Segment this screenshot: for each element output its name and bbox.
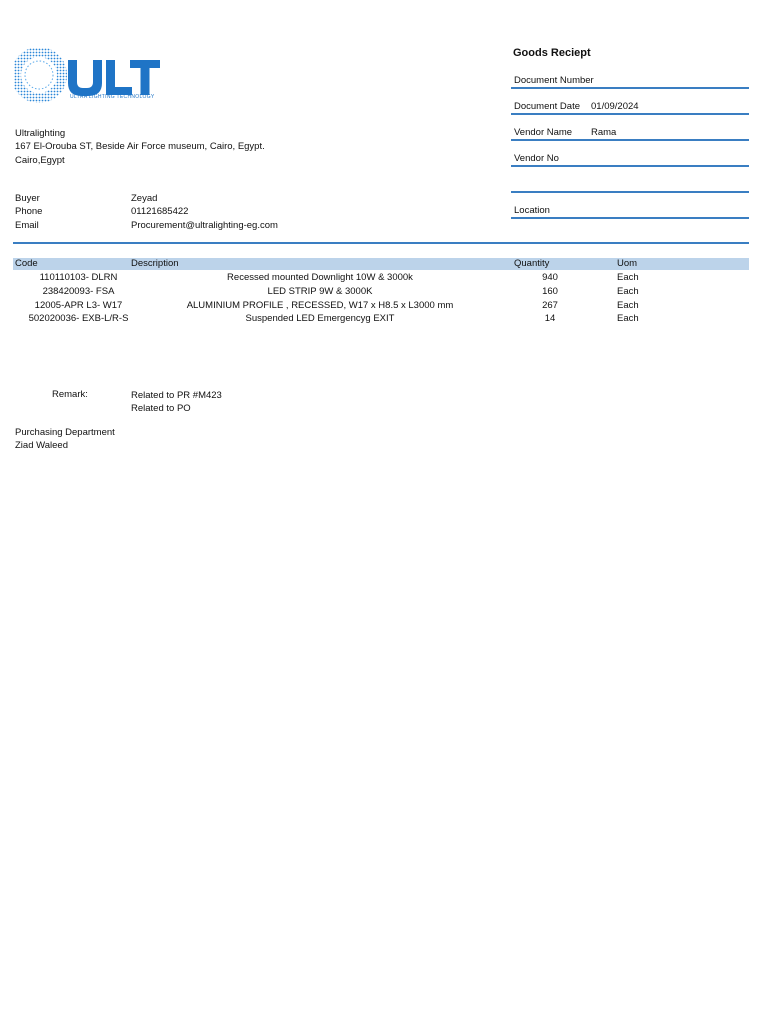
column-header-quantity: Quantity bbox=[514, 258, 550, 269]
location-underline bbox=[511, 217, 749, 219]
column-header-code: Code bbox=[15, 258, 38, 269]
item-description: LED STRIP 9W & 3000K bbox=[267, 286, 373, 297]
buyer-label: Buyer bbox=[15, 193, 40, 204]
email-value: Procurement@ultralighting-eg.com bbox=[131, 219, 278, 231]
item-quantity: 267 bbox=[542, 300, 558, 311]
item-code: 110110103- DLRN bbox=[39, 272, 118, 283]
signatory-name: Ziad Waleed bbox=[15, 440, 68, 452]
document-number-underline bbox=[511, 87, 749, 89]
signature-block bbox=[15, 426, 115, 453]
item-code: 502020036- EXB-L/R-S bbox=[28, 313, 129, 324]
vendor-name-underline bbox=[511, 139, 749, 141]
email-label: Email bbox=[15, 219, 39, 231]
vendor-no-label: Vendor No bbox=[514, 153, 559, 164]
item-quantity: 940 bbox=[542, 272, 558, 283]
item-description: Suspended LED Emergencyg EXIT bbox=[245, 313, 395, 324]
blank-field-underline bbox=[511, 191, 749, 193]
remark-line1: Related to PR #M423 bbox=[131, 390, 222, 401]
document-date-label: Document Date bbox=[514, 101, 581, 112]
remark-line2: Related to PO bbox=[131, 403, 191, 415]
buyer-info-block bbox=[15, 192, 278, 232]
vendor-name-label: Vendor Name bbox=[514, 127, 573, 138]
column-header-uom: Uom bbox=[617, 258, 638, 269]
document-date-underline bbox=[511, 113, 749, 115]
buyer-row bbox=[15, 192, 278, 205]
remark-text bbox=[131, 389, 222, 416]
table-header-bar bbox=[13, 258, 749, 270]
table-row bbox=[0, 312, 768, 325]
table-row bbox=[0, 299, 768, 312]
item-uom: Each bbox=[617, 272, 639, 283]
item-quantity: 14 bbox=[544, 313, 556, 324]
document-date-value: 01/09/2024 bbox=[591, 101, 639, 112]
table-row bbox=[0, 285, 768, 298]
email-row bbox=[15, 219, 278, 232]
phone-value: 01121685422 bbox=[131, 206, 189, 218]
buyer-value: Zeyad bbox=[131, 193, 158, 204]
location-label: Location bbox=[514, 205, 550, 216]
column-header-description: Description bbox=[131, 258, 179, 269]
item-description: ALUMINIUM PROFILE , RECESSED, W17 x H8.5 x L3000 mm bbox=[186, 300, 454, 311]
item-description: Recessed mounted Downlight 10W & 3000k bbox=[227, 272, 413, 283]
document-title: Goods Reciept bbox=[513, 47, 591, 59]
phone-label: Phone bbox=[15, 206, 43, 218]
item-code: 12005-APR L3- W17 bbox=[34, 300, 123, 311]
department-name: Purchasing Department bbox=[15, 427, 115, 438]
document-number-label: Document Number bbox=[514, 75, 594, 86]
logo-tagline: ULTRA LIGHTING TECHNOLOGY bbox=[70, 94, 155, 100]
company-name: Ultralighting bbox=[15, 128, 66, 139]
phone-row bbox=[15, 205, 278, 218]
vendor-name-value: Rama bbox=[591, 127, 617, 138]
item-uom: Each bbox=[617, 313, 639, 324]
vendor-no-underline bbox=[511, 165, 749, 167]
company-address-line2: Cairo,Egypt bbox=[15, 154, 65, 166]
item-uom: Each bbox=[617, 286, 639, 297]
company-address-block bbox=[15, 127, 265, 167]
company-address-line1: 167 El-Orouba ST, Beside Air Force museum, Cairo, Egypt. bbox=[15, 141, 265, 153]
item-quantity: 160 bbox=[542, 286, 558, 297]
item-uom: Each bbox=[617, 300, 639, 311]
table-row bbox=[0, 271, 768, 284]
remark-label: Remark: bbox=[52, 389, 88, 400]
section-divider bbox=[13, 242, 749, 244]
item-code: 238420093- FSA bbox=[42, 286, 115, 297]
